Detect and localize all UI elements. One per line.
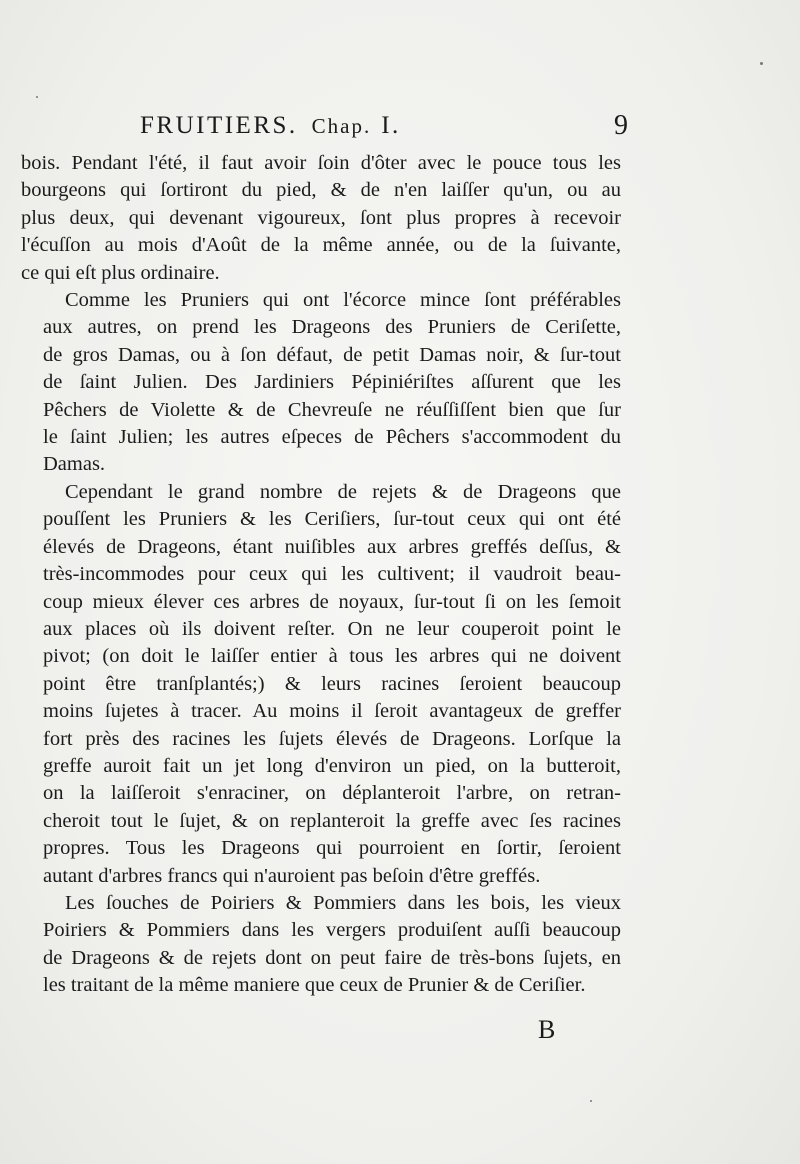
text-line: le ſaint Julien; les autres eſpeces de Pêchers s'accommodent du xyxy=(43,426,621,449)
paragraph xyxy=(21,287,621,479)
text-line: aux autres, on prend les Drageons des Pruniers de Ceriſette, xyxy=(43,316,621,339)
paper-speck xyxy=(590,1100,592,1102)
chapter-label: Chap. xyxy=(311,114,372,138)
text-line: de gros Damas, ou à ſon défaut, de petit Damas noir, & ſur-tout xyxy=(43,343,621,366)
text-line: point être tranſplantés;) & leurs racines ſeroient beaucoup xyxy=(43,672,621,695)
text-line: Les ſouches de Poiriers & Pommiers dans les bois, les vieux xyxy=(65,891,621,914)
running-title-line xyxy=(140,112,401,140)
text-line: autant d'arbres francs qui n'auroient pas beſoin d'être greffés. xyxy=(43,864,541,887)
text-line: greffe auroit fait un jet long d'environ un pied, on la butteroit, xyxy=(43,754,621,777)
text-line: très-incommodes pour ceux qui les cultivent; il vaudroit beau- xyxy=(43,563,621,586)
paper-speck xyxy=(36,96,38,98)
text-line: pivot; (on doit le laiſſer entier à tous les arbres qui ne doivent xyxy=(43,645,621,668)
text-line: l'écuſſon au mois d'Août de la même année, ou de la ſuivante, xyxy=(21,234,621,257)
page-number: 9 xyxy=(614,110,628,141)
chapter-number: I. xyxy=(381,112,401,139)
text-line: Pêchers de Violette & de Chevreuſe ne réuſſiſſent bien que ſur xyxy=(43,398,621,421)
paragraph xyxy=(21,150,621,287)
text-line: coup mieux élever ces arbres de noyaux, ſur-tout ſi on les ſemoit xyxy=(43,590,621,613)
text-line: Comme les Pruniers qui ont l'écorce mince ſont préférables xyxy=(65,289,621,312)
text-line: cheroit tout le ſujet, & on replanteroit la greffe avec ſes racines xyxy=(43,809,621,832)
text-line: élevés de Drageons, étant nuiſibles aux arbres greffés deſſus, & xyxy=(43,535,621,558)
text-line: Cependant le grand nombre de rejets & de Drageons que xyxy=(65,480,621,503)
paragraph xyxy=(21,479,621,890)
text-line: de ſaint Julien. Des Jardiniers Pépiniériſtes aſſurent que les xyxy=(43,371,621,394)
text-line: bourgeons qui ſortiront du pied, & de n'en laiſſer qu'un, ou au xyxy=(21,179,621,202)
body-text xyxy=(21,150,621,1000)
text-line: fort près des racines les ſujets élevés de Drageons. Lorſque la xyxy=(43,727,621,750)
text-line: les traitant de la même maniere que ceux de Prunier & de Ceriſier. xyxy=(43,974,586,997)
running-title: FRUITIERS. xyxy=(140,112,298,139)
paper-speck xyxy=(760,62,763,65)
text-line: aux places où ils doivent reſter. On ne leur couperoit point le xyxy=(43,617,621,640)
paragraph xyxy=(21,890,621,1000)
text-line: Damas. xyxy=(43,453,106,476)
signature-mark: B xyxy=(538,1015,556,1044)
text-line: pouſſent les Pruniers & les Ceriſiers, ſur-tout ceux qui ont été xyxy=(43,508,621,531)
text-line: bois. Pendant l'été, il faut avoir ſoin d'ôter avec le pouce tous les xyxy=(21,152,621,174)
text-line: plus deux, qui devenant vigoureux, ſont plus propres à recevoir xyxy=(21,206,621,229)
text-line: Poiriers & Pommiers dans les vergers produiſent auſſi beaucoup xyxy=(43,919,621,942)
text-line: on la laiſſeroit s'enraciner, on déplanteroit l'arbre, on retran- xyxy=(43,782,621,805)
text-line: ce qui eſt plus ordinaire. xyxy=(21,261,220,284)
text-line: moins ſujetes à tracer. Au moins il ſeroit avantageux de greffer xyxy=(43,700,621,723)
running-header xyxy=(140,112,628,148)
text-line: de Drageons & de rejets dont on peut faire de très-bons ſujets, en xyxy=(43,946,621,969)
text-line: propres. Tous les Drageons qui pourroient en ſortir, ſeroient xyxy=(43,837,621,860)
